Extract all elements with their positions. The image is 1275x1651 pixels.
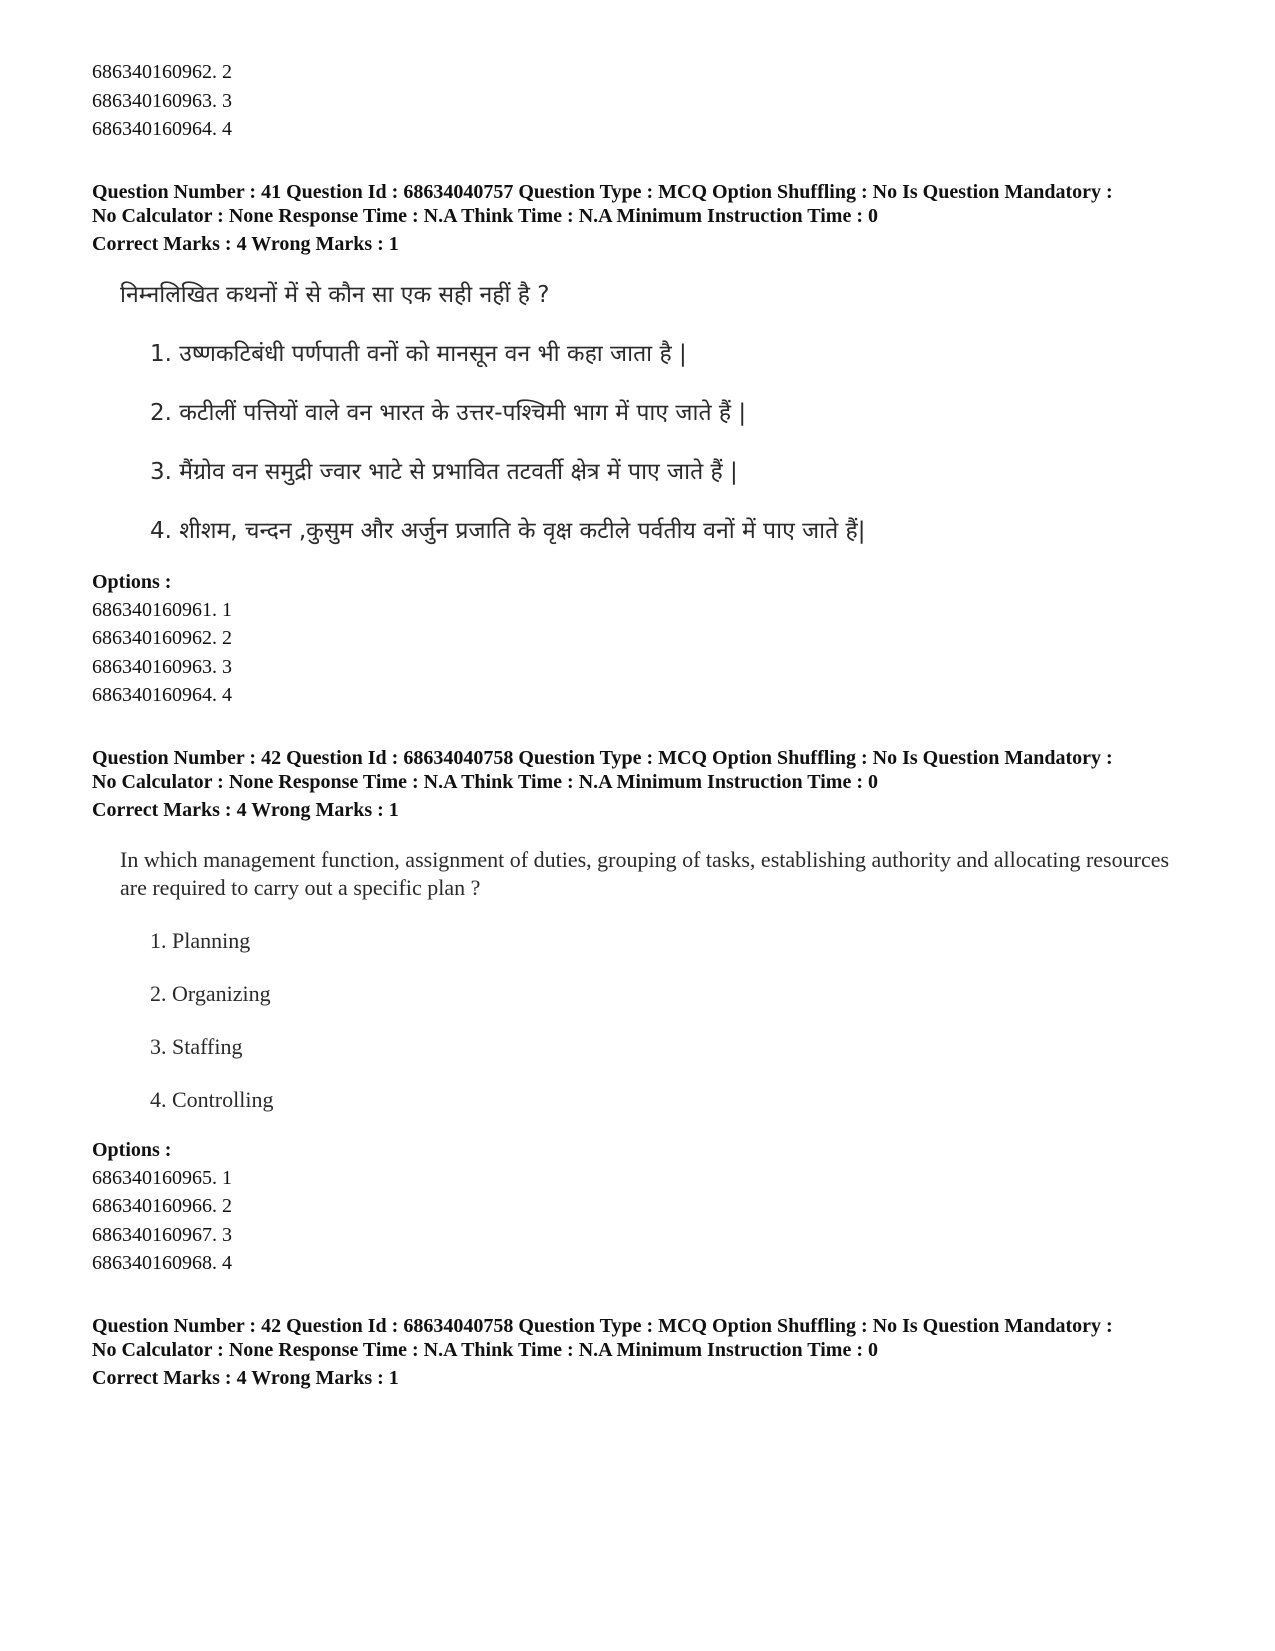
question-statement: 4. शीशम, चन्दन ,कुसुम और अर्जुन प्रजाति के वृक्ष कटीले पर्वतीय वनों में पाए जाते हैं| — [150, 517, 866, 544]
option-line: 686340160966. 2 — [92, 1195, 232, 1217]
option-line: 686340160963. 3 — [92, 89, 232, 112]
question-choice: 2. Organizing — [150, 980, 271, 1006]
question-marks: Correct Marks : 4 Wrong Marks : 1 — [92, 1366, 399, 1389]
document-page — [92, 58, 1192, 1390]
question-stem: In which management function, assignment of duties, grouping of tasks, establishing authority and allocating resources are required to carry out a specific plan ? — [120, 846, 1170, 900]
option-line: 686340160962. 2 — [92, 61, 232, 83]
question-statement: 1. उष्णकटिबंधी पर्णपाती वनों को मानसून वन भी कहा जाता है | — [150, 340, 687, 367]
question-meta-line: Question Number : 42 Question Id : 68634040758 Question Type : MCQ Option Shuffling : No Is Question Mandatory : — [92, 746, 1113, 769]
question-block-41 — [92, 180, 1192, 710]
option-line: 686340160964. 4 — [92, 118, 232, 140]
option-line: 686340160962. 2 — [92, 627, 232, 649]
question-choice: 3. Staffing — [150, 1033, 243, 1059]
question-meta-line: Question Number : 41 Question Id : 68634040757 Question Type : MCQ Option Shuffling : No Is Question Mandatory : — [92, 180, 1113, 203]
option-line: 686340160968. 4 — [92, 1252, 232, 1274]
option-line: 686340160965. 1 — [92, 1166, 232, 1189]
question-statement: 3. मैंग्रोव वन समुद्री ज्वार भाटे से प्रभावित तटवर्ती क्षेत्र में पाए जाते हैं | — [150, 458, 738, 485]
option-line: 686340160967. 3 — [92, 1223, 232, 1246]
question-meta-line: No Calculator : None Response Time : N.A Think Time : N.A Minimum Instruction Time : 0 — [92, 770, 878, 793]
option-line: 686340160963. 3 — [92, 655, 232, 678]
option-line: 686340160964. 4 — [92, 684, 232, 706]
question-marks: Correct Marks : 4 Wrong Marks : 1 — [92, 798, 399, 821]
question-content — [120, 278, 1192, 548]
options-heading: Options : — [92, 1138, 172, 1161]
question-meta-line: Question Number : 42 Question Id : 68634040758 Question Type : MCQ Option Shuffling : No Is Question Mandatory : — [92, 1314, 1113, 1337]
question-content — [120, 846, 1192, 1114]
question-choice: 4. Controlling — [150, 1086, 274, 1112]
question-stem: निम्नलिखित कथनों में से कौन सा एक सही नहीं है ? — [120, 281, 550, 308]
question-block-42 — [92, 746, 1192, 1278]
options-heading: Options : — [92, 570, 172, 593]
question-choice: 1. Planning — [150, 927, 251, 953]
previous-options-list — [92, 58, 1192, 144]
question-statement: 2. कटीलीं पत्तियों वाले वन भारत के उत्तर-पश्चिमी भाग में पाए जाते हैं | — [150, 399, 747, 426]
question-meta-line: No Calculator : None Response Time : N.A Think Time : N.A Minimum Instruction Time : 0 — [92, 204, 878, 227]
question-marks: Correct Marks : 4 Wrong Marks : 1 — [92, 232, 399, 255]
option-line: 686340160961. 1 — [92, 598, 232, 621]
question-meta-line: No Calculator : None Response Time : N.A Think Time : N.A Minimum Instruction Time : 0 — [92, 1338, 878, 1361]
question-block-42-repeat — [92, 1314, 1192, 1390]
